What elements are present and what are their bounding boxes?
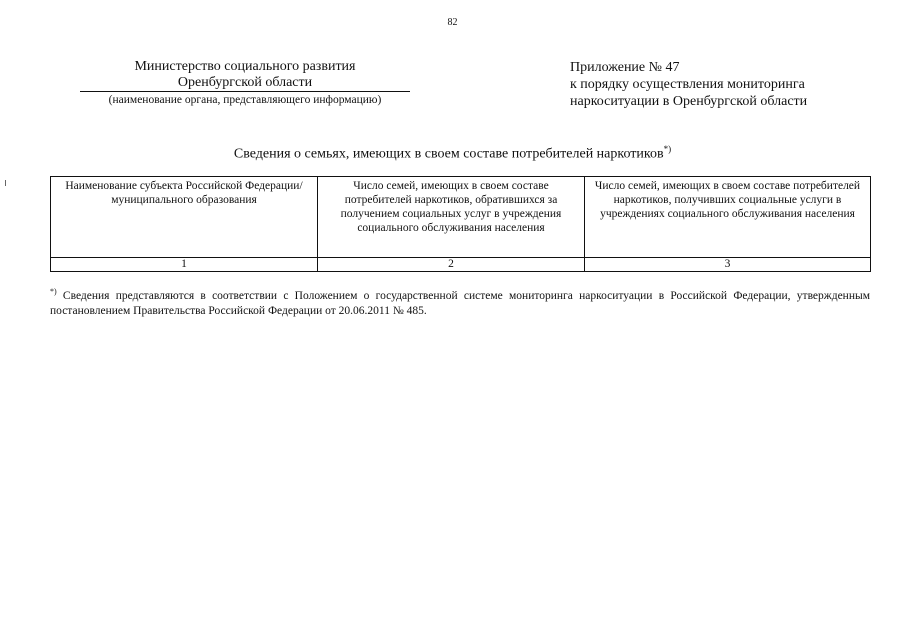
table-header-cell: Число семей, имеющих в своем составе потребителей наркотиков, обратившихся за получением социальных услуг в учреждения социального обслуживания населения (318, 177, 585, 258)
table-column-number-row (51, 258, 871, 272)
table-header-cell: Число семей, имеющих в своем составе потребителей наркотиков, получивших социальные услуги в учреждениях социального обслуживания населения (585, 177, 871, 258)
footnote-text: Сведения представляются в соответствии с Положением о государственной системе мониторинга наркоситуации в Российской Федерации, утвержденным постановлением Правительства Российской Федерации от 20.06.2011 № 485. (50, 289, 870, 317)
appendix-line2: к порядку осуществления мониторинга (570, 77, 805, 92)
table-header-row (51, 177, 871, 258)
column-number-cell: 1 (51, 258, 318, 272)
appendix-line3: наркоситуации в Оренбургской области (570, 94, 808, 109)
appendix-line1: Приложение № 47 (570, 60, 680, 75)
organization-name-line1: Министерство социального развития (134, 59, 356, 74)
footnote (50, 284, 870, 319)
organization-caption: (наименование органа, представляющего информацию) (108, 94, 382, 106)
organization-block (80, 59, 410, 107)
page-number: 82 (447, 17, 458, 28)
column-number-cell: 2 (318, 258, 585, 272)
table-header-cell: Наименование субъекта Российской Федерации/ муниципального образования (51, 177, 318, 258)
document-title (0, 144, 905, 163)
footnote-mark: *) (50, 287, 57, 296)
margin-mark (5, 180, 6, 186)
column-number-cell: 3 (585, 258, 871, 272)
organization-name-line2: Оренбургской области (80, 75, 410, 92)
data-table (50, 176, 871, 272)
title-footnote-mark: *) (663, 144, 672, 154)
appendix-block (570, 59, 870, 110)
document-title-text: Сведения о семьях, имеющих в своем составе потребителей наркотиков (233, 146, 664, 162)
